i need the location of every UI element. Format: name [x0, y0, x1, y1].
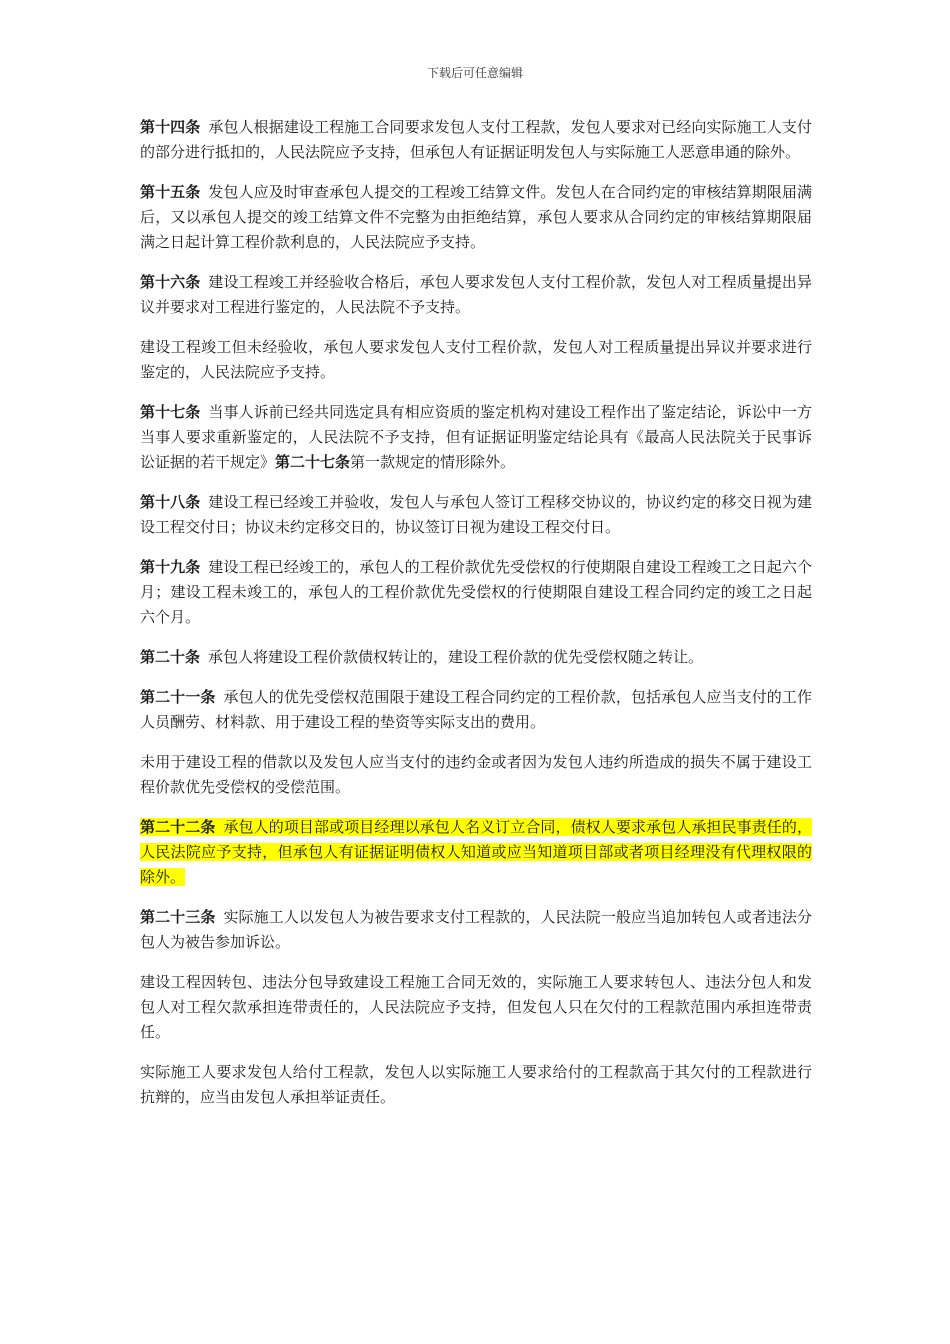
article-number: 第二十二条 — [140, 818, 216, 836]
document-body — [140, 115, 812, 1125]
article-23 — [140, 905, 812, 955]
article-text: 承包人根据建设工程施工合同要求发包人支付工程款，发包人要求对已经向实际施工人支付的部分进行抵扣的，人民法院应予支持，但承包人有证据证明发包人与实际施工人恶意串通的除外。 — [140, 118, 812, 161]
paragraph-text: 未用于建设工程的借款以及发包人应当支付的违约金或者因为发包人违约所造成的损失不属于建设工程价款优先受偿权的受偿范围。 — [140, 753, 812, 796]
article-text: 承包人的项目部或项目经理以承包人名义订立合同，债权人要求承包人承担民事责任的，人民法院应予支持，但承包人有证据证明债权人知道或应当知道项目部或者项目经理没有代理权限的除外。 — [140, 818, 812, 886]
article-number: 第二十条 — [140, 648, 201, 666]
article-21 — [140, 685, 812, 735]
article-15 — [140, 180, 812, 255]
article-14 — [140, 115, 812, 165]
paragraph-text: 建设工程竣工但未经验收，承包人要求发包人支付工程价款，发包人对工程质量提出异议并要求进行鉴定的，人民法院应予支持。 — [140, 338, 812, 381]
paragraph-text: 实际施工人要求发包人给付工程款，发包人以实际施工人要求给付的工程款高于其欠付的工程款进行抗辩的，应当由发包人承担举证责任。 — [140, 1063, 812, 1106]
highlighted-text — [140, 818, 812, 886]
article-19 — [140, 555, 812, 630]
article-number: 第十七条 — [140, 403, 201, 421]
article-text: 发包人应及时审查承包人提交的工程竣工结算文件。发包人在合同约定的审核结算期限届满后，又以承包人提交的竣工结算文件不完整为由拒绝结算，承包人要求从合同约定的审核结算期限届满之日起计算工程价款利息的，人民法院应予支持。 — [140, 183, 812, 251]
article-16-para-2 — [140, 335, 812, 385]
article-number: 第十五条 — [140, 183, 201, 201]
article-number: 第十四条 — [140, 118, 201, 136]
article-text: 实际施工人以发包人为被告要求支付工程款的，人民法院一般应当追加转包人或者违法分包人为被告参加诉讼。 — [140, 908, 812, 951]
article-number: 第十九条 — [140, 558, 201, 576]
article-number: 第二十一条 — [140, 688, 216, 706]
article-23-para-3 — [140, 1060, 812, 1110]
article-17 — [140, 400, 812, 475]
article-text: 建设工程已经竣工并验收，发包人与承包人签订工程移交协议的，协议约定的移交日视为建设工程交付日；协议未约定移交日的，协议签订日视为建设工程交付日。 — [140, 493, 812, 536]
article-text: 承包人的优先受偿权范围限于建设工程合同约定的工程价款，包括承包人应当支付的工作人员酬劳、材料款、用于建设工程的垫资等实际支出的费用。 — [140, 688, 812, 731]
article-21-para-2 — [140, 750, 812, 800]
article-16 — [140, 270, 812, 320]
article-reference: 第二十七条 — [275, 453, 351, 471]
article-text: 建设工程竣工并经验收合格后，承包人要求发包人支付工程价款，发包人对工程质量提出异议并要求对工程进行鉴定的，人民法院不予支持。 — [140, 273, 812, 316]
article-text: 当事人诉前已经共同选定具有相应资质的鉴定机构对建设工程作出了鉴定结论，诉讼中一方当事人要求重新鉴定的，人民法院不予支持，但有证据证明鉴定结论具有《最高人民法院关于民事诉讼证据的若干规定》 — [140, 403, 812, 471]
article-23-para-2 — [140, 970, 812, 1045]
article-22-highlighted — [140, 815, 812, 890]
article-text-end: 第一款规定的情形除外。 — [350, 453, 516, 471]
article-18 — [140, 490, 812, 540]
article-number: 第二十三条 — [140, 908, 216, 926]
article-number: 第十八条 — [140, 493, 201, 511]
article-text: 建设工程已经竣工的，承包人的工程价款优先受偿权的行使期限自建设工程竣工之日起六个月；建设工程未竣工的，承包人的工程价款优先受偿权的行使期限自建设工程合同约定的竣工之日起六个月。 — [140, 558, 812, 626]
article-20 — [140, 645, 812, 670]
article-text: 承包人将建设工程价款债权转让的，建设工程价款的优先受偿权随之转让。 — [208, 648, 704, 666]
paragraph-text: 建设工程因转包、违法分包导致建设工程施工合同无效的，实际施工人要求转包人、违法分包人和发包人对工程欠款承担连带责任的，人民法院应予支持，但发包人只在欠付的工程款范围内承担连带责任。 — [140, 973, 812, 1041]
page-header: 下载后可任意编辑 — [426, 66, 523, 80]
article-number: 第十六条 — [140, 273, 201, 291]
